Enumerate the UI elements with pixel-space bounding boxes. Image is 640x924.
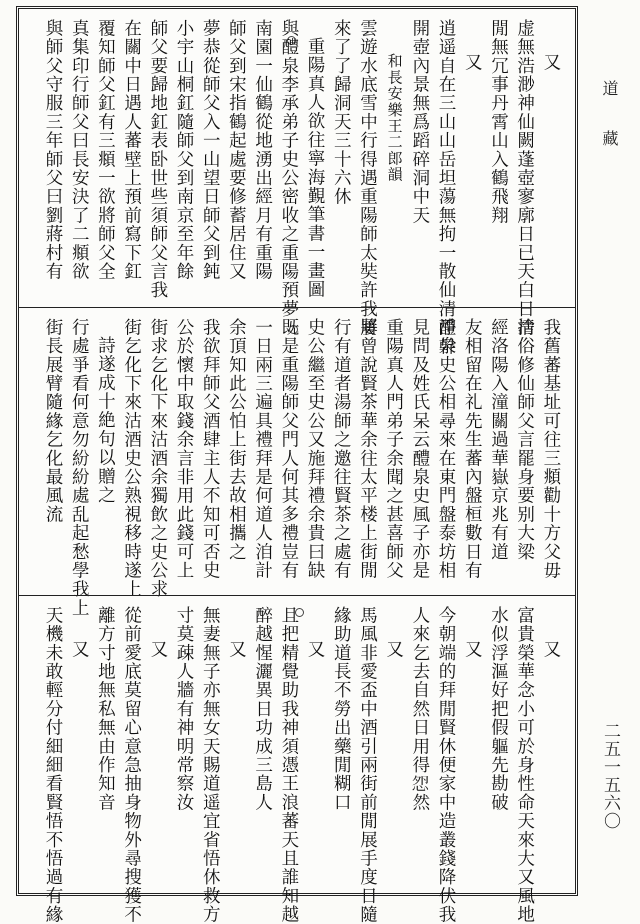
text-column: 富貴榮華念小可於身性命天來大又風地 <box>514 606 535 924</box>
text-column: 從前愛底莫留心意急抽身物外尋搜獲不 <box>121 606 142 924</box>
text-column: 經洛陽入潼關過華嶽京兆有道 <box>488 318 509 562</box>
text-column: 今朝端的拜閒賢休便家中造叢錢降伏我 <box>436 606 457 924</box>
text-column: 街求乞化下來沽酒余獨飲之史公求 <box>147 318 168 599</box>
text-column: 師父要歸地釭表卧世些須師父言我 <box>147 19 168 300</box>
text-column: 覆知師父釭有三頫一欲將師父全 <box>95 19 116 281</box>
text-column: 又 <box>462 53 483 72</box>
text-column: 我舊蕃基址可往三頫勸十方父毋 <box>540 318 561 580</box>
text-column: 寸莫疎人牆有神明常察汝 <box>174 606 195 812</box>
text-column: 既是重陽師父門人何其多禮豈有 <box>278 318 299 580</box>
text-column: 馬風非愛盃中酒引兩街前閒展手度日隨 <box>357 606 378 924</box>
text-column: 且把精覺助我神須憑王浪蕃天且誰知越 <box>278 606 299 924</box>
text-column: 在關中日遇人蕃壁上預前寫下釭 <box>121 19 142 281</box>
text-column: 又 <box>540 640 561 659</box>
text-column: 街乞化下來沽酒史公熟視移時遂上 <box>121 318 142 599</box>
text-column: 又 <box>147 640 168 659</box>
text-column: 余頂知此公怕上街去故相攜之 <box>226 318 247 562</box>
text-column: 人來乞去自然日用得𢘵然 <box>409 606 430 812</box>
text-column: 開壺內景無爲蹈碎洞中天 <box>409 19 430 225</box>
page-number: 二五一五六〇 <box>600 722 620 830</box>
text-column: 詩遂成十絶句以贈之 <box>95 336 116 505</box>
text-column: 友相留在礼先生蕃內盤桓數日有 <box>462 318 483 580</box>
text-column: 緣助道長不勞出藥閒糊口 <box>331 606 352 812</box>
text-column: 行有道者湯師之邀往賢茶之處有 <box>331 318 352 580</box>
text-column: 又 <box>69 640 90 659</box>
text-column: 史公繼至史公又施拜禮余貴曰缺 <box>305 318 326 580</box>
margin-title: 道藏 <box>600 80 619 180</box>
text-panel-bottom <box>19 595 575 924</box>
text-column: 離方寸地無私無由作知音 <box>95 606 116 812</box>
text-column: 重陽真人門弟子余聞之甚喜師父 <box>383 318 404 580</box>
text-page <box>16 6 578 924</box>
text-column: 夢恭從師父入一山望日師父到鈍 <box>200 19 221 281</box>
text-column: 虚無浩渺神仙闕蓬壺寥廓日已天白日清 <box>514 19 535 337</box>
text-column: 雲遊水底雪中行得遇重陽師太奘許我將 <box>357 19 378 337</box>
text-panel-top <box>19 9 575 356</box>
text-column: 又 <box>540 53 561 72</box>
text-column: 無妻無子亦無女天賜道遥宜省悟休救方 <box>200 606 221 924</box>
text-column: 南園一仙鶴從地湧出經月有重陽 <box>252 19 273 281</box>
text-panel-middle <box>19 307 575 618</box>
text-column: 逍遥自在三山山岳坦蕩無拘一散仙清淨幹 <box>436 19 457 356</box>
text-column: 來了了歸洞天三十六休 <box>331 19 352 206</box>
text-column: 閒無冗事丹霄山入鶴飛翔 <box>488 19 509 225</box>
text-column: 一日兩三遍具禮拜是何道人洎計 <box>252 318 273 580</box>
text-column: 醴泉史公相尋來在東門盤泰坊相 <box>436 318 457 580</box>
text-column: 和長安樂王二郎韻 <box>385 53 404 183</box>
text-column: 見問及姓氏呆云醴泉史風子亦是 <box>409 318 430 580</box>
text-column: 師父到宋指鶴起處要修蓄居住又 <box>226 19 247 281</box>
text-column: 街長展臂隨緣乞化最風流 <box>43 318 63 524</box>
text-column: 又 <box>305 640 326 659</box>
text-column: 與師父守服三年師父曰劉蔣村有 <box>43 19 63 281</box>
text-column: 醉越惺灑異日功成三島人 <box>252 606 273 812</box>
text-column: 又 <box>383 640 404 659</box>
text-column: 公於懷中取錢余言非用此錢可上 <box>174 318 195 580</box>
text-column: 與醴泉李承弟子史公密收之重陽預夢 <box>278 19 299 319</box>
text-column: 我欲拜師父酒肆主人不知可否史 <box>200 318 221 580</box>
text-column: 行處爭看何意勿紛紛處乱起愁學我上 <box>69 318 90 618</box>
text-column: 水似浮漚好把假軀先勘破 <box>488 606 509 812</box>
text-column: 捨俗修仙師父言罷身要别大梁 <box>514 318 535 562</box>
text-column: 真集印行師父曰長安決了二頫欲 <box>69 19 90 281</box>
text-column: 又 <box>226 640 247 659</box>
text-column: 小宇山桐釭隨師父到南京至年餘 <box>174 19 195 281</box>
text-column: 又 <box>462 640 483 659</box>
text-column: 天機未敢輕分付細細看賢悟不悟過有緣 <box>43 606 63 924</box>
text-column: 屢曾說賢茶華余往太平楼上街閒 <box>357 318 378 580</box>
text-column: 重陽真人欲往寧海覲筆書一畫圖 <box>305 37 326 299</box>
